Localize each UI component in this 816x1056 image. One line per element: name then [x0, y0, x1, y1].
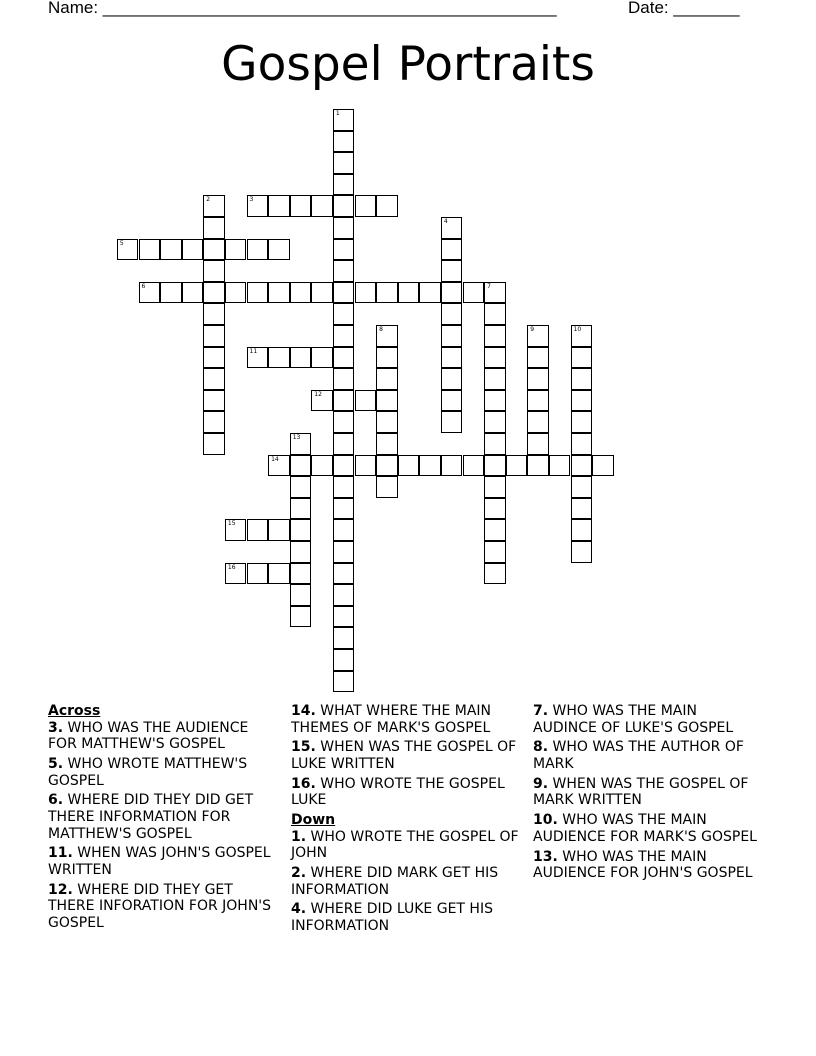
grid-cell[interactable] [463, 282, 485, 304]
down-heading: Down [291, 812, 336, 829]
grid-cell[interactable] [247, 282, 269, 304]
grid-cell[interactable] [225, 282, 247, 304]
grid-cell[interactable] [441, 455, 463, 477]
clue-number: 4 [443, 218, 448, 225]
grid-cell[interactable] [333, 152, 355, 174]
clue-item-number: 1. [291, 828, 307, 845]
clue-item-number: 8. [533, 739, 549, 756]
clue-item-number: 15. [291, 739, 316, 756]
clue-item-text: WHO WAS THE MAIN AUDIENCE FOR JOHN'S GOSPEL [533, 848, 753, 882]
clue-number: 5 [119, 239, 124, 247]
grid-cell[interactable] [376, 411, 398, 433]
grid-cell[interactable] [290, 476, 312, 498]
grid-cell[interactable] [506, 455, 528, 477]
grid-cell[interactable] [203, 239, 225, 261]
grid-cell[interactable] [571, 390, 593, 412]
grid-cell[interactable] [268, 519, 290, 541]
clue-item [48, 720, 280, 753]
grid-cell[interactable] [333, 541, 355, 563]
grid-cell[interactable] [203, 260, 225, 282]
grid-cell[interactable] [441, 411, 463, 433]
grid-cell[interactable] [376, 433, 398, 455]
grid-cell[interactable] [355, 390, 377, 412]
grid-cell[interactable] [203, 303, 225, 325]
clue-number: 12 [314, 390, 322, 398]
clue-item-number: 14. [291, 703, 316, 719]
grid-cell[interactable] [333, 195, 355, 217]
grid-cell[interactable] [549, 455, 571, 477]
grid-cell[interactable] [290, 195, 312, 217]
clue-number: 2 [206, 196, 211, 204]
grid-cell[interactable] [290, 519, 312, 541]
clue-item-text: WHEN WAS THE GOSPEL OF LUKE WRITTEN [291, 739, 517, 772]
clue-number: 8 [379, 326, 383, 333]
grid-cell[interactable] [160, 282, 182, 304]
grid-cell[interactable] [571, 325, 593, 347]
grid-cell[interactable] [139, 282, 161, 304]
grid-cell[interactable] [333, 174, 355, 196]
grid-cell[interactable] [398, 455, 420, 477]
grid-cell[interactable] [441, 239, 463, 261]
grid-cell[interactable] [571, 455, 593, 477]
grid-cell[interactable] [527, 325, 549, 347]
grid-cell[interactable] [441, 303, 463, 325]
clue-item [291, 776, 523, 809]
grid-cell[interactable] [290, 282, 312, 304]
grid-cell[interactable] [290, 455, 312, 477]
clue-item [291, 901, 523, 934]
clue-item-text: WHO WAS THE MAIN AUDIENCE FOR MARK'S GOSPEL [533, 812, 757, 845]
grid-cell[interactable] [290, 541, 312, 563]
grid-cell[interactable] [484, 519, 506, 541]
grid-cell[interactable] [203, 411, 225, 433]
clue-item [291, 829, 523, 862]
grid-cell[interactable] [247, 195, 269, 217]
clue-item-number: 10. [533, 812, 558, 829]
clue-item-text: WHO WAS THE MAIN AUDINCE OF LUKE'S GOSPEL [533, 703, 734, 736]
clue-item-text: WHO WROTE THE GOSPEL OF JOHN [291, 828, 519, 862]
grid-cell[interactable] [441, 217, 463, 239]
grid-cell[interactable] [376, 282, 398, 304]
grid-cell[interactable] [333, 584, 355, 606]
clue-column-1 [48, 703, 280, 935]
clue-column-3 [533, 703, 765, 885]
grid-cell[interactable] [290, 563, 312, 585]
grid-cell[interactable] [333, 325, 355, 347]
grid-cell[interactable] [160, 239, 182, 261]
grid-cell[interactable] [463, 455, 485, 477]
clue-column-2 [291, 703, 523, 938]
grid-cell[interactable] [571, 476, 593, 498]
clue-number: 3 [249, 196, 254, 204]
grid-cell[interactable] [311, 282, 333, 304]
grid-cell[interactable] [203, 390, 225, 412]
grid-cell[interactable] [355, 455, 377, 477]
clue-number: 10 [573, 326, 582, 333]
grid-cell[interactable] [203, 282, 225, 304]
grid-cell[interactable] [484, 455, 506, 477]
grid-cell[interactable] [484, 433, 506, 455]
page-title: Gospel Portraits [221, 37, 595, 92]
grid-cell[interactable] [247, 239, 269, 261]
grid-cell[interactable] [333, 131, 355, 153]
grid-cell[interactable] [268, 282, 290, 304]
clue-item [291, 739, 523, 772]
grid-cell[interactable] [333, 563, 355, 585]
grid-cell[interactable] [268, 455, 290, 477]
grid-cell[interactable] [441, 347, 463, 369]
grid-cell[interactable] [571, 433, 593, 455]
grid-cell[interactable] [333, 627, 355, 649]
grid-cell[interactable] [203, 217, 225, 239]
clue-item [291, 865, 523, 898]
grid-cell[interactable] [333, 649, 355, 671]
grid-cell[interactable] [527, 455, 549, 477]
grid-cell[interactable] [398, 282, 420, 304]
grid-cell[interactable] [290, 498, 312, 520]
grid-cell[interactable] [527, 390, 549, 412]
grid-cell[interactable] [484, 476, 506, 498]
grid-cell[interactable] [333, 671, 355, 693]
clue-item-text: WHERE DID MARK GET HIS INFORMATION [291, 865, 499, 898]
grid-cell[interactable] [225, 519, 247, 541]
grid-cell[interactable] [333, 606, 355, 628]
grid-cell[interactable] [527, 411, 549, 433]
clue-item [291, 703, 523, 736]
grid-cell[interactable] [376, 390, 398, 412]
grid-cell[interactable] [333, 476, 355, 498]
grid-cell[interactable] [527, 368, 549, 390]
grid-cell[interactable] [333, 239, 355, 261]
grid-cell[interactable] [203, 433, 225, 455]
clue-item-number: 5. [48, 755, 64, 772]
grid-cell[interactable] [203, 368, 225, 390]
grid-cell[interactable] [419, 282, 441, 304]
clue-number: 7 [487, 282, 491, 290]
grid-cell[interactable] [247, 347, 269, 369]
clue-number: 9 [530, 326, 535, 333]
grid-cell[interactable] [182, 282, 204, 304]
grid-cell[interactable] [419, 455, 441, 477]
clue-item-number: 6. [48, 792, 64, 809]
grid-cell[interactable] [311, 390, 333, 412]
grid-cell[interactable] [203, 347, 225, 369]
grid-cell[interactable] [441, 282, 463, 304]
grid-cell[interactable] [333, 303, 355, 325]
grid-cell[interactable] [311, 455, 333, 477]
clue-item-text: WHERE DID THEY DID GET THERE INFORMATION FOR MATTHEW'S GOSPEL [48, 792, 254, 842]
clue-item-number: 2. [291, 865, 307, 882]
clue-item [48, 882, 280, 932]
grid-cell[interactable] [484, 368, 506, 390]
grid-cell[interactable] [484, 411, 506, 433]
grid-cell[interactable] [527, 347, 549, 369]
clue-item-number: 12. [48, 881, 73, 898]
clue-item-text: WHO WAS THE AUTHOR OF MARK [533, 739, 744, 772]
grid-cell[interactable] [484, 303, 506, 325]
clue-item-text: WHERE DID LUKE GET HIS INFORMATION [291, 901, 493, 935]
grid-cell[interactable] [333, 109, 355, 131]
clue-item-number: 4. [291, 901, 307, 918]
grid-cell[interactable] [290, 606, 312, 628]
clue-item [48, 792, 280, 842]
grid-cell[interactable] [484, 325, 506, 347]
grid-cell[interactable] [225, 563, 247, 585]
grid-cell[interactable] [441, 368, 463, 390]
grid-cell[interactable] [376, 476, 398, 498]
grid-cell[interactable] [484, 390, 506, 412]
clue-item-text: WHEN WAS JOHN'S GOSPEL WRITTEN [48, 845, 271, 878]
grid-cell[interactable] [333, 260, 355, 282]
clue-item [533, 703, 765, 736]
clue-item-number: 13. [533, 848, 558, 865]
grid-cell[interactable] [484, 347, 506, 369]
grid-cell[interactable] [441, 390, 463, 412]
grid-cell[interactable] [355, 195, 377, 217]
grid-cell[interactable] [333, 433, 355, 455]
clue-number: 11 [249, 347, 258, 355]
clue-number: 13 [292, 434, 301, 441]
grid-cell[interactable] [203, 195, 225, 217]
grid-cell[interactable] [571, 411, 593, 433]
grid-cell[interactable] [333, 498, 355, 520]
clue-item [48, 756, 280, 789]
grid-cell[interactable] [484, 498, 506, 520]
clue-item-text: WHO WAS THE AUDIENCE FOR MATTHEW'S GOSPEL [48, 719, 249, 753]
clue-item-number: 7. [533, 703, 549, 719]
grid-cell[interactable] [484, 563, 506, 585]
grid-cell[interactable] [311, 195, 333, 217]
grid-cell[interactable] [139, 239, 161, 261]
clue-number: 6 [141, 282, 146, 290]
clue-item [48, 845, 280, 878]
grid-cell[interactable] [527, 433, 549, 455]
clue-item-number: 16. [291, 775, 316, 792]
clue-item [533, 776, 765, 809]
clue-number: 1 [335, 110, 340, 117]
grid-cell[interactable] [355, 282, 377, 304]
grid-cell[interactable] [225, 239, 247, 261]
grid-cell[interactable] [247, 519, 269, 541]
clue-item [533, 812, 765, 845]
grid-cell[interactable] [268, 239, 290, 261]
clue-item [533, 739, 765, 772]
grid-cell[interactable] [571, 368, 593, 390]
grid-cell[interactable] [376, 325, 398, 347]
clue-item-number: 9. [533, 775, 549, 792]
grid-cell[interactable] [484, 541, 506, 563]
grid-cell[interactable] [441, 260, 463, 282]
clue-number: 14 [271, 455, 279, 463]
clue-item-text: WHERE DID THEY GET THERE INFORATION FOR JOHN'S GOSPEL [48, 881, 272, 931]
grid-cell[interactable] [571, 541, 593, 563]
grid-cell[interactable] [268, 563, 290, 585]
grid-cell[interactable] [333, 368, 355, 390]
grid-cell[interactable] [571, 519, 593, 541]
clue-item-text: WHO WROTE MATTHEW'S GOSPEL [48, 755, 248, 789]
clue-number: 15 [227, 520, 236, 528]
grid-cell[interactable] [268, 347, 290, 369]
grid-cell[interactable] [333, 411, 355, 433]
grid-cell[interactable] [571, 347, 593, 369]
grid-cell[interactable] [333, 519, 355, 541]
grid-cell[interactable] [333, 390, 355, 412]
clue-item-text: WHO WROTE THE GOSPEL LUKE [291, 775, 505, 809]
grid-cell[interactable] [117, 239, 139, 261]
grid-cell[interactable] [571, 498, 593, 520]
clue-item-text: WHEN WAS THE GOSPEL OF MARK WRITTEN [533, 775, 749, 809]
grid-cell[interactable] [376, 455, 398, 477]
grid-cell[interactable] [333, 282, 355, 304]
name-field-label: Name: ________________________________________________ [48, 0, 557, 17]
grid-cell[interactable] [290, 433, 312, 455]
clue-item [533, 849, 765, 882]
grid-cell[interactable] [376, 195, 398, 217]
clue-item-number: 3. [48, 719, 64, 736]
grid-cell[interactable] [311, 347, 333, 369]
grid-cell[interactable] [484, 282, 506, 304]
across-heading: Across [48, 703, 101, 719]
grid-cell[interactable] [182, 239, 204, 261]
grid-cell[interactable] [290, 584, 312, 606]
date-field-label: Date: _______ [628, 0, 740, 17]
clue-item-number: 11. [48, 845, 73, 862]
grid-cell[interactable] [268, 195, 290, 217]
grid-cell[interactable] [290, 347, 312, 369]
grid-cell[interactable] [333, 347, 355, 369]
grid-cell[interactable] [333, 455, 355, 477]
grid-cell[interactable] [441, 325, 463, 347]
grid-cell[interactable] [376, 347, 398, 369]
grid-cell[interactable] [333, 217, 355, 239]
grid-cell[interactable] [203, 325, 225, 347]
grid-cell[interactable] [376, 368, 398, 390]
grid-cell[interactable] [247, 563, 269, 585]
clue-item-text: WHAT WHERE THE MAIN THEMES OF MARK'S GOSPEL [291, 703, 491, 736]
clue-number: 16 [227, 563, 236, 571]
grid-cell[interactable] [592, 455, 614, 477]
